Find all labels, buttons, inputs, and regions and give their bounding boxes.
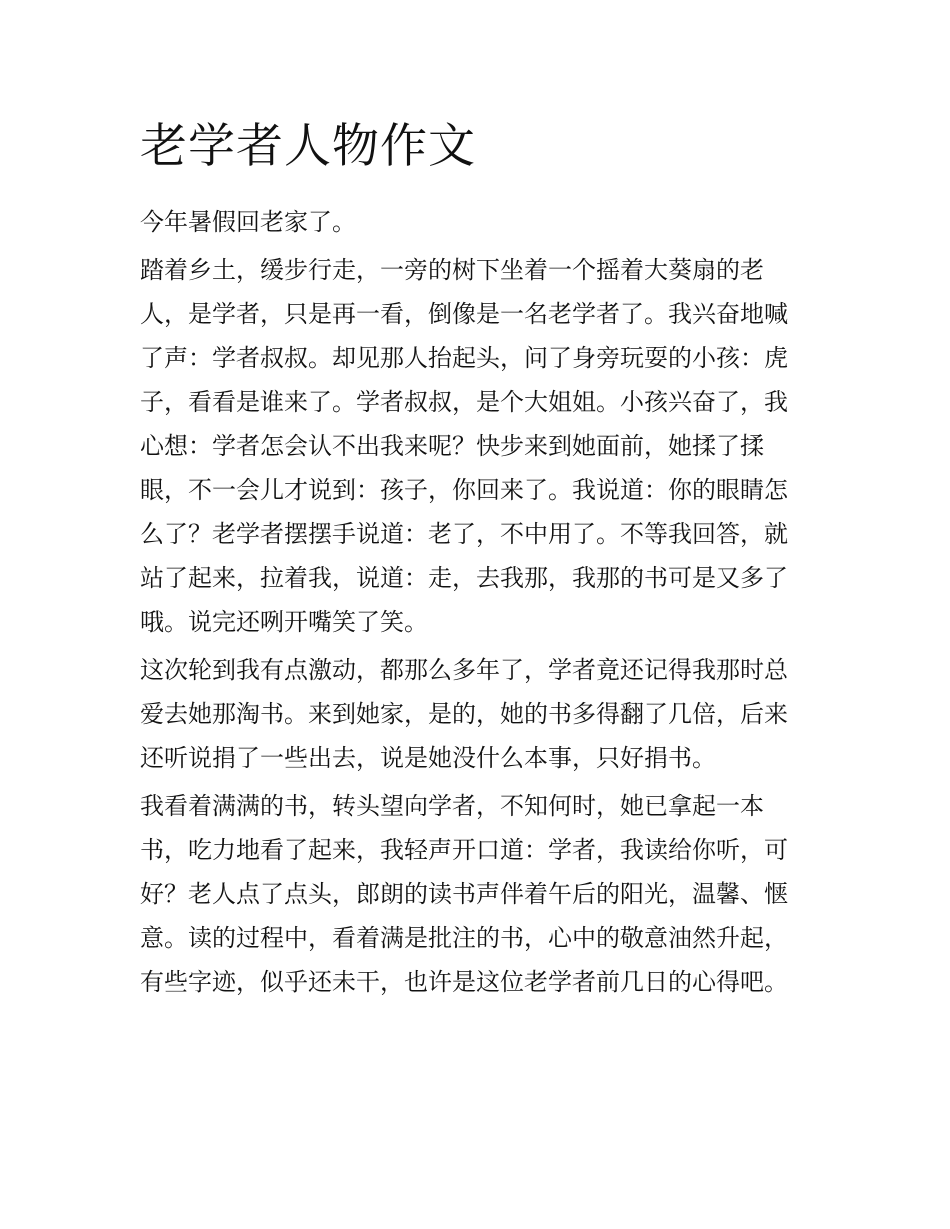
text-line: 好？老人点了点头，郎朗的读书声伴着午后的阳光，温馨、惬 xyxy=(140,880,788,908)
document-body xyxy=(140,200,812,1008)
text-line: 站了起来，拉着我，说道：走，去我那，我那的书可是又多了 xyxy=(140,564,788,592)
text-line: 还听说捐了一些出去，说是她没什么本事，只好捐书。 xyxy=(140,744,716,772)
paragraph-4 xyxy=(140,784,812,1004)
text-line: 人，是学者，只是再一看，倒像是一名老学者了。我兴奋地喊 xyxy=(140,300,788,328)
text-line: 么了？老学者摆摆手说道：老了，不中用了。不等我回答，就 xyxy=(140,520,788,548)
text-line: 哦。说完还咧开嘴笑了笑。 xyxy=(140,608,428,636)
document-title: 老学者人物作文 xyxy=(140,119,476,174)
text-line: 我看着满满的书，转头望向学者，不知何时，她已拿起一本 xyxy=(140,792,764,820)
text-line: 这次轮到我有点激动，都那么多年了，学者竟还记得我那时总 xyxy=(140,656,788,684)
text-line: 今年暑假回老家了。 xyxy=(140,208,356,236)
text-line: 意。读的过程中，看着满是批注的书，心中的敬意油然升起， xyxy=(140,924,788,952)
text-line: 眼，不一会儿才说到：孩子，你回来了。我说道：你的眼睛怎 xyxy=(140,476,788,504)
text-line: 踏着乡土，缓步行走，一旁的树下坐着一个摇着大葵扇的老 xyxy=(140,256,764,284)
paragraph-1 xyxy=(140,200,812,244)
text-line: 书，吃力地看了起来，我轻声开口道：学者，我读给你听，可 xyxy=(140,836,788,864)
text-line: 子，看看是谁来了。学者叔叔，是个大姐姐。小孩兴奋了，我 xyxy=(140,388,788,416)
paragraph-2 xyxy=(140,248,812,644)
text-line: 了声：学者叔叔。却见那人抬起头，问了身旁玩耍的小孩：虎 xyxy=(140,344,788,372)
text-line: 心想：学者怎会认不出我来呢？快步来到她面前，她揉了揉 xyxy=(140,432,764,460)
text-line: 有些字迹，似乎还未干，也许是这位老学者前几日的心得吧。 xyxy=(140,968,788,996)
text-line: 爱去她那淘书。来到她家，是的，她的书多得翻了几倍，后来 xyxy=(140,700,788,728)
paragraph-3 xyxy=(140,648,812,780)
